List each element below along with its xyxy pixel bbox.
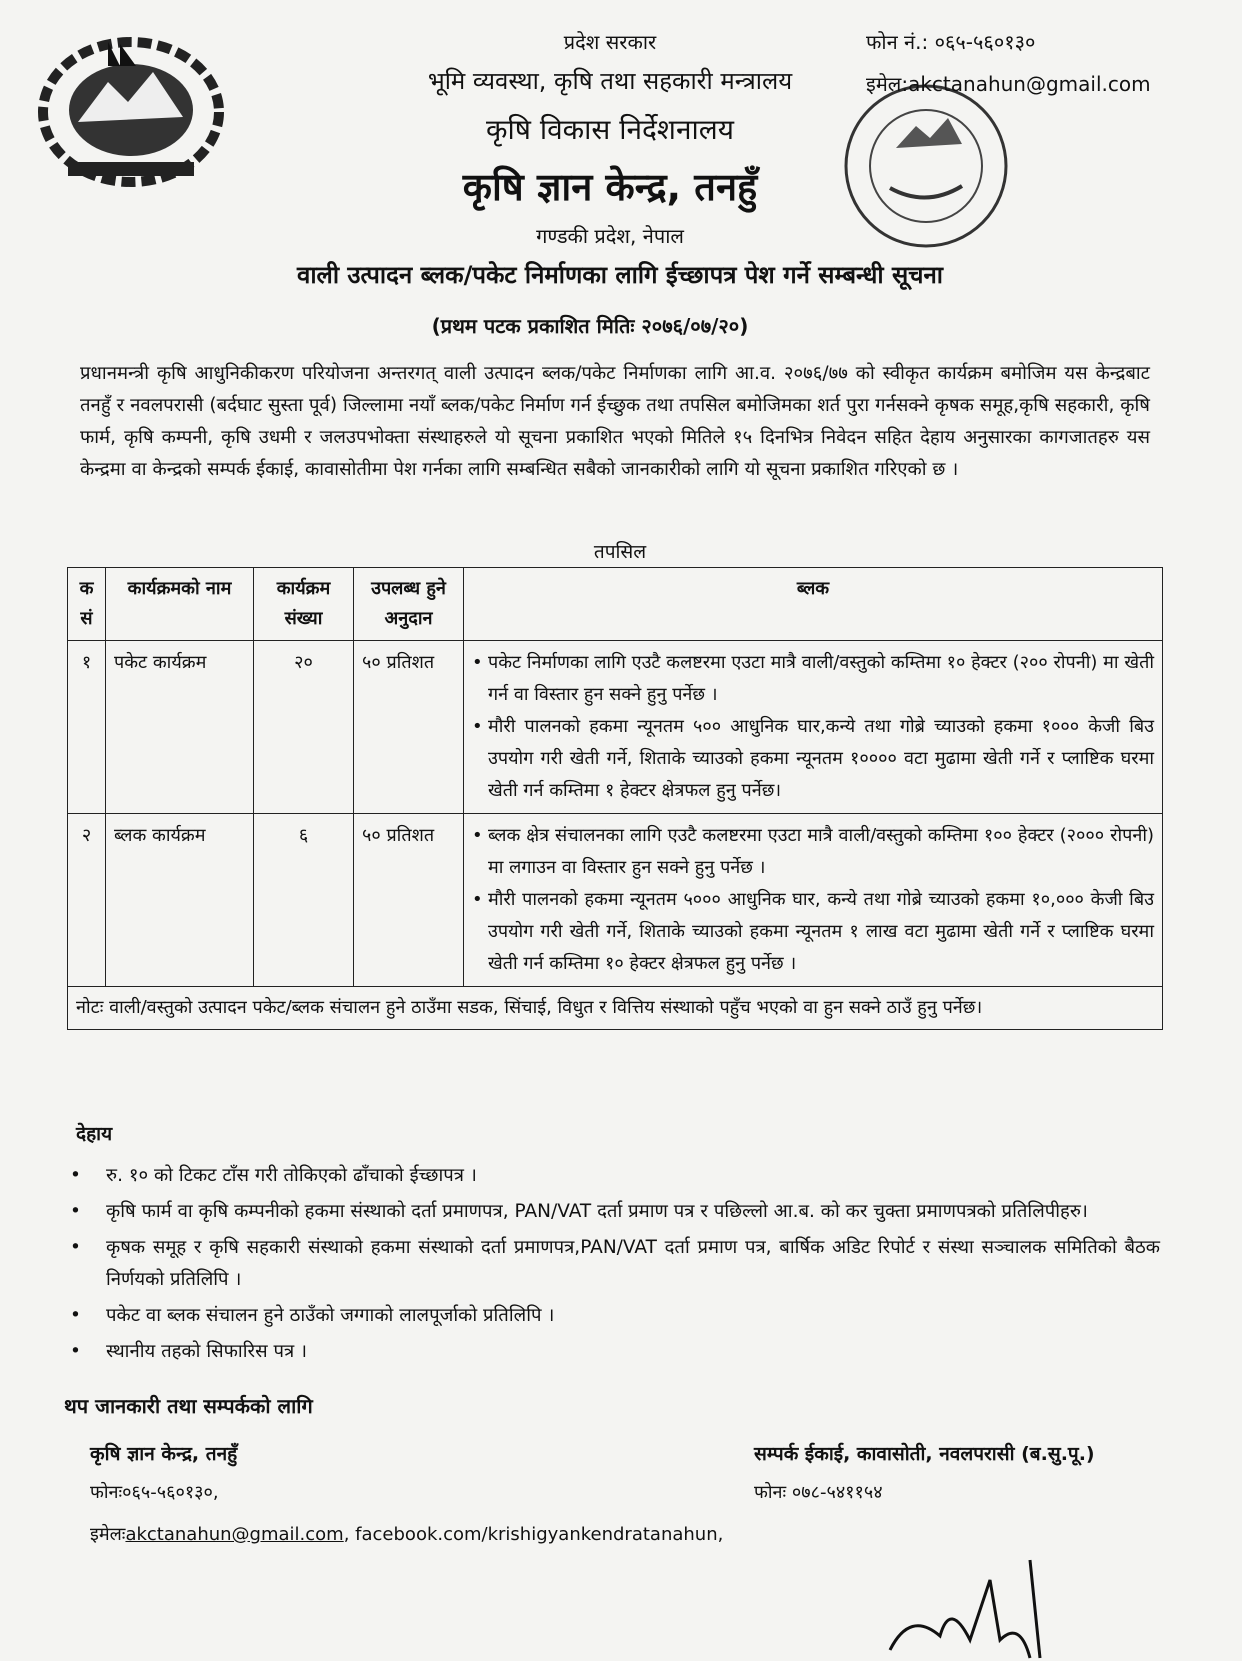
list-item: • रु. १० को टिकट टाँस गरी तोकिएको ढाँचाको ईच्छापत्र । (70, 1160, 1160, 1192)
contact-left-email (90, 1522, 723, 1546)
header-phone: फोन नं.: ०६५-५६०१३० (866, 30, 1036, 54)
table-row (68, 814, 1163, 987)
email-label: इमेलः (90, 1524, 126, 1545)
contact-right-name: सम्पर्क ईकाई, कावासोती, नवलपरासी (ब.सु.पू.) (754, 1443, 1095, 1465)
cell-count: २० (254, 641, 354, 814)
cell-name: ब्लक कार्यक्रम (106, 814, 254, 987)
block-item: • पकेट निर्माणका लागि एउटै कलष्टरमा एउटा मात्रै वाली/वस्तुको कम्तिमा १० हेक्टर (२०० रोपनी) मा खेती गर्न वा विस्तार हुन सक्ने हुनु पर्नेछ । (472, 647, 1154, 711)
header-address: गण्डकी प्रदेश, नेपाल (536, 224, 684, 248)
header-email (866, 70, 1151, 97)
col-count: कार्यक्रम संख्या (254, 568, 354, 641)
signature (880, 1540, 1080, 1660)
col-name: कार्यक्रमको नाम (106, 568, 254, 641)
cell-block (464, 641, 1163, 814)
dehay-title: देहाय (76, 1123, 113, 1145)
list-item: • पकेट वा ब्लक संचालन हुने ठाउँको जग्गाको लालपूर्जाको प्रतिलिपि । (70, 1300, 1160, 1332)
col-block: ब्लक (464, 568, 1163, 641)
cell-sn: १ (68, 641, 106, 814)
block-item: • मौरी पालनको हकमा न्यूनतम ५००० आधुनिक घार, कन्ये तथा गोब्रे च्याउको हकमा १०,००० केजी बिउ उपयोग गरी खेती गर्ने, शिताके च्याउको हकमा न्यूनतम १ लाख वटा मुढामा खेती गर्ने र प्लाष्टिक घरमा खेती गर्न कम्तिमा १० हेक्टर क्षेत्रफल हुनु पर्नेछ । (472, 884, 1154, 980)
table-note-row (68, 987, 1163, 1030)
col-sn: क सं (68, 568, 106, 641)
program-table (67, 567, 1163, 1030)
table-note: नोटः वाली/वस्तुको उत्पादन पकेट/ब्लक संचालन हुने ठाउँमा सडक, सिंचाई, विधुत र वित्तिय संस्थाको पहुँच भएको वा हुन सक्ने ठाउँ हुनु पर्नेछ। (68, 987, 1163, 1030)
block-item: • मौरी पालनको हकमा न्यूनतम ५०० आधुनिक घार,कन्ये तथा गोब्रे च्याउको हकमा १००० केजी बिउ उपयोग गरी खेती गर्ने, शिताके च्याउको हकमा न्यूनतम १०००० वटा मुढामा खेती गर्ने र प्लाष्टिक घरमा खेती गर्न कम्तिमा १ हेक्टर क्षेत्रफल हुनु पर्नेछ। (472, 711, 1154, 807)
cell-sn: २ (68, 814, 106, 987)
table-caption: तपसिल (593, 541, 647, 563)
header-center: कृषि ज्ञान केन्द्र, तनहुँ (462, 165, 758, 209)
cell-count: ६ (254, 814, 354, 987)
notice-subject: वाली उत्पादन ब्लक/पकेट निर्माणका लागि ईच्छापत्र पेश गर्ने सम्बन्धी सूचना (296, 261, 944, 289)
list-item: • स्थानीय तहको सिफारिस पत्र । (70, 1336, 1160, 1368)
email-link[interactable]: akctanahun@gmail.com (125, 1524, 344, 1545)
contact-left-phone: फोनः०६५-५६०१३०, (90, 1482, 219, 1503)
cell-block (464, 814, 1163, 987)
requirements-list (70, 1160, 1160, 1372)
header-ministry: भूमि व्यवस्था, कृषि तथा सहकारी मन्त्रालय (427, 67, 793, 95)
col-grant: उपलब्ध हुने अनुदान (354, 568, 464, 641)
cell-grant: ५० प्रतिशत (354, 814, 464, 987)
block-item: • ब्लक क्षेत्र संचालनका लागि एउटै कलष्टरमा एउटा मात्रै वाली/वस्तुको कम्तिमा १०० हेक्टर (२००० रोपनी) मा लगाउन वा विस्तार हुन सक्ने हुनु पर्नेछ । (472, 820, 1154, 884)
header-province: प्रदेश सरकार (563, 30, 657, 54)
facebook-link[interactable]: , facebook.com/krishigyankendratanahun, (343, 1524, 724, 1545)
contact-left-name: कृषि ज्ञान केन्द्र, तनहुँ (90, 1443, 238, 1465)
publication-date: (प्रथम पटक प्रकाशित मितिः २०७६/०७/२०) (431, 314, 749, 338)
official-stamp (838, 78, 1014, 254)
table-header-row (68, 568, 1163, 641)
list-item: • कृषक समूह र कृषि सहकारी संस्थाको हकमा संस्थाको दर्ता प्रमाणपत्र,PAN/VAT दर्ता प्रमाण पत्र, बार्षिक अडिट रिपोर्ट र संस्था सञ्चालक समितिको बैठक निर्णयको प्रतिलिपि । (70, 1232, 1160, 1296)
government-emblem (28, 22, 234, 190)
email-label: इमेल: (866, 72, 909, 96)
email-value: akctanahun@gmail.com (908, 72, 1151, 96)
cell-name: पकेट कार्यक्रम (106, 641, 254, 814)
contact-right-phone: फोनः ०७८-५४११५४ (754, 1482, 883, 1503)
cell-grant: ५० प्रतिशत (354, 641, 464, 814)
header-directorate: कृषि विकास निर्देशनालय (486, 113, 734, 146)
contact-title: थप जानकारी तथा सम्पर्कको लागि (64, 1394, 313, 1418)
list-item: • कृषि फार्म वा कृषि कम्पनीको हकमा संस्थाको दर्ता प्रमाणपत्र, PAN/VAT दर्ता प्रमाण पत्र र पछिल्लो आ.ब. को कर चुक्ता प्रमाणपत्रको प्रतिलिपीहरु। (70, 1196, 1160, 1228)
intro-paragraph: प्रधानमन्त्री कृषि आधुनिकीकरण परियोजना अन्तरगत् वाली उत्पादन ब्लक/पकेट निर्माणका लागि आ.व. २०७६/७७ को स्वीकृत कार्यक्रम बमोजिम यस केन्द्रबाट तनहुँ र नवलपरासी (बर्दघाट सुस्ता पूर्व) जिल्लामा नयाँ ब्लक/पकेट निर्माण गर्न ईच्छुक तथा तपसिल बमोजिमका शर्त पुरा गर्नसक्ने कृषक समूह,कृषि सहकारी, कृषि फार्म, कृषि कम्पनी, कृषि उधमी र जलउपभोक्ता संस्थाहरुले यो सूचना प्रकाशित भएको मितिले १५ दिनभित्र निवेदन सहित देहाय अनुसारका कागजातहरु यस केन्द्रमा वा केन्द्रको सम्पर्क ईकाई, कावासोतीमा पेश गर्नका लागि सम्बन्धित सबैको जानकारीको लागि यो सूचना प्रकाशित गरिएको छ । (80, 363, 1150, 480)
table-row (68, 641, 1163, 814)
